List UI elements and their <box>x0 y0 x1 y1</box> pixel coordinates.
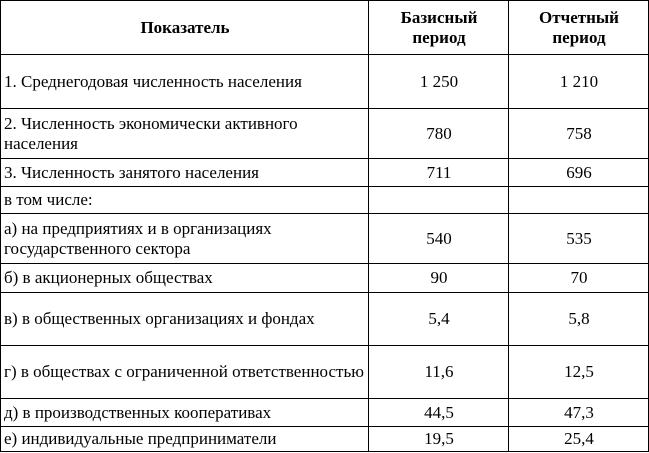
row-label: в) в общественных организациях и фондах <box>1 293 369 346</box>
header-indicator: Показатель <box>1 1 369 55</box>
table-row <box>1 264 649 293</box>
row-label: 2. Численность экономически активного населения <box>1 109 369 159</box>
row-base-value <box>369 187 509 214</box>
row-base-value: 540 <box>369 214 509 264</box>
row-label: а) на предприятиях и в организациях государственного сектора <box>1 214 369 264</box>
table-row <box>1 346 649 399</box>
header-report-period <box>509 1 649 55</box>
table-row <box>1 293 649 346</box>
row-report-value: 535 <box>509 214 649 264</box>
row-report-value: 47,3 <box>509 399 649 427</box>
row-report-value <box>509 187 649 214</box>
header-row <box>1 1 649 55</box>
row-base-value: 1 250 <box>369 55 509 109</box>
row-base-value: 19,5 <box>369 427 509 452</box>
header-base-period-line2: период <box>412 27 466 47</box>
table-row <box>1 214 649 264</box>
row-label: д) в производственных кооперативах <box>1 399 369 427</box>
table-row <box>1 159 649 187</box>
row-label: б) в акционерных обществах <box>1 264 369 293</box>
header-base-period-line1: Базисный <box>400 7 478 27</box>
row-report-value: 25,4 <box>509 427 649 452</box>
row-report-value: 696 <box>509 159 649 187</box>
row-label: е) индивидуальные предприниматели <box>1 427 369 452</box>
header-report-period-line2: период <box>552 27 606 47</box>
row-label: г) в обществах с ограниченной ответственностью <box>1 346 369 399</box>
row-base-value: 44,5 <box>369 399 509 427</box>
row-label: в том числе: <box>1 187 369 214</box>
table-row <box>1 427 649 452</box>
table-row <box>1 109 649 159</box>
row-report-value: 5,8 <box>509 293 649 346</box>
row-base-value: 90 <box>369 264 509 293</box>
header-base-period <box>369 1 509 55</box>
row-report-value: 70 <box>509 264 649 293</box>
row-base-value: 780 <box>369 109 509 159</box>
row-report-value: 758 <box>509 109 649 159</box>
row-base-value: 11,6 <box>369 346 509 399</box>
row-base-value: 5,4 <box>369 293 509 346</box>
row-label: 1. Среднегодовая численность населения <box>1 55 369 109</box>
table-row <box>1 187 649 214</box>
header-report-period-line1: Отчетный <box>539 7 619 27</box>
row-report-value: 12,5 <box>509 346 649 399</box>
table-row <box>1 55 649 109</box>
row-report-value: 1 210 <box>509 55 649 109</box>
row-base-value: 711 <box>369 159 509 187</box>
row-label: 3. Численность занятого населения <box>1 159 369 187</box>
table-row <box>1 399 649 427</box>
